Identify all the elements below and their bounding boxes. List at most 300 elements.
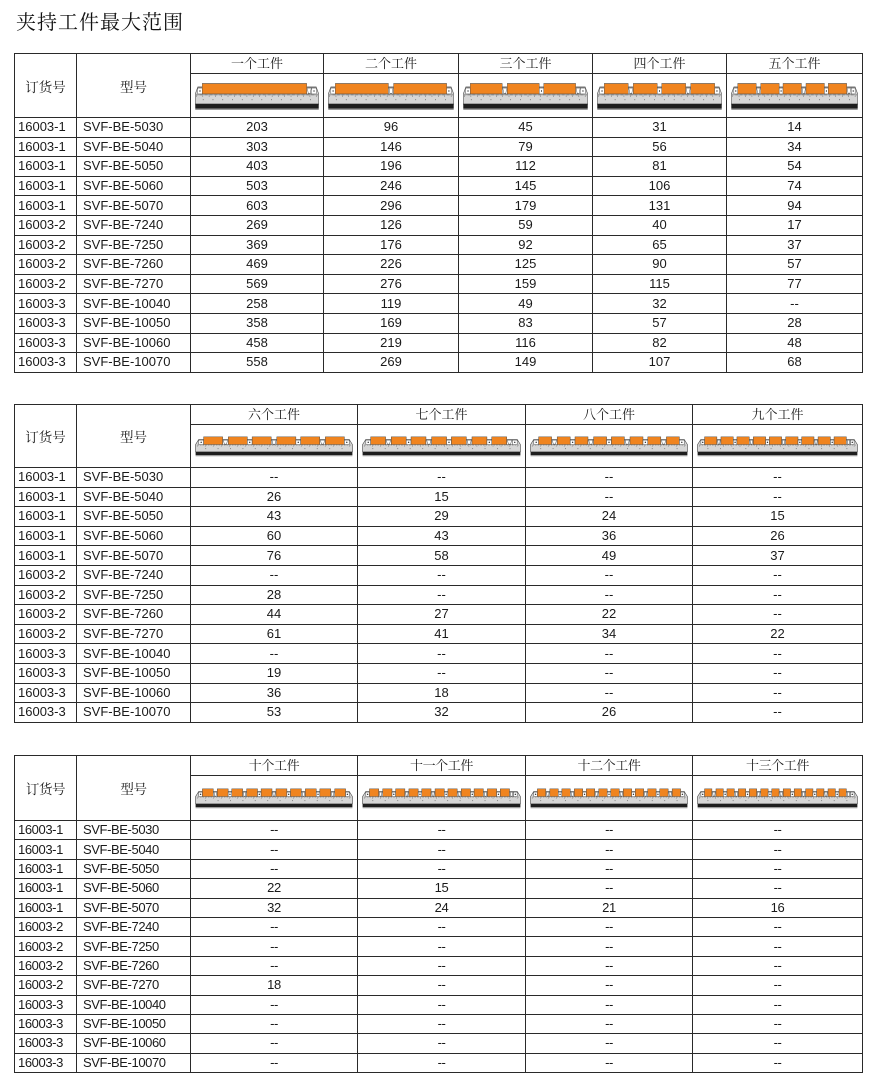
fixture-fixed-jaw xyxy=(679,440,684,444)
model-cell: SVF-BE-10060 xyxy=(77,333,191,353)
fixture-fixed-jaw xyxy=(600,88,604,94)
workpiece-count-header: 五个工件 xyxy=(727,54,863,74)
max-range-cell: 49 xyxy=(526,546,693,566)
model-cell: SVF-BE-7250 xyxy=(77,235,191,255)
max-range-cell: -- xyxy=(191,859,358,878)
fixture-diagram-icon xyxy=(730,81,859,111)
fixture-base xyxy=(328,104,453,109)
fixture-v-jaw xyxy=(386,440,392,444)
fixture-fixed-jaw xyxy=(296,440,301,444)
fixture-workpiece xyxy=(232,789,243,797)
max-range-cell: 43 xyxy=(191,507,358,527)
fixture-fixed-jaw xyxy=(715,88,719,94)
fixture-v-jaw xyxy=(379,792,383,796)
max-range-cell: 112 xyxy=(459,157,593,177)
max-range-cell: 43 xyxy=(358,526,526,546)
fixture-workpiece xyxy=(586,789,594,797)
model-cell: SVF-BE-7250 xyxy=(77,937,191,956)
fixture-workpiece xyxy=(474,789,483,797)
fixture-v-jaw xyxy=(552,440,558,444)
fixture-diagram-cell xyxy=(727,74,863,118)
fixture-fixed-jaw xyxy=(447,440,452,444)
model-cell: SVF-BE-7260 xyxy=(77,255,191,275)
fixture-workpiece xyxy=(753,437,765,445)
order-no-cell: 16003-1 xyxy=(15,137,77,157)
fixture-diagram-icon xyxy=(529,435,689,457)
max-range-cell: 269 xyxy=(191,215,324,235)
max-range-cell: -- xyxy=(693,1014,863,1033)
model-cell: SVF-BE-5030 xyxy=(77,468,191,488)
fixture-fixed-jaw xyxy=(228,792,232,796)
order-no-cell: 16003-2 xyxy=(15,976,77,995)
max-range-cell: -- xyxy=(693,468,863,488)
fixture-workpiece xyxy=(202,83,307,94)
fixture-fixed-jaw xyxy=(779,88,783,94)
table-row xyxy=(15,294,863,314)
fixture-v-jaw xyxy=(301,792,305,796)
fixture-workpiece xyxy=(277,437,296,445)
fixture-fixed-jaw xyxy=(701,440,705,444)
max-range-cell: -- xyxy=(526,1014,693,1033)
fixture-fixed-jaw xyxy=(570,440,575,444)
max-range-cell: -- xyxy=(526,937,693,956)
fixture-fixed-jaw xyxy=(331,88,335,94)
max-range-cell: 45 xyxy=(459,118,593,138)
order-no-cell: 16003-2 xyxy=(15,235,77,255)
table-row xyxy=(15,118,863,138)
fixture-diagram-cell xyxy=(459,74,593,118)
max-range-cell: 36 xyxy=(526,526,693,546)
order-no-cell: 16003-3 xyxy=(15,683,77,703)
fixture-fixed-jaw xyxy=(768,792,772,796)
model-cell: SVF-BE-5030 xyxy=(77,118,191,138)
max-range-cell: 203 xyxy=(191,118,324,138)
fixture-base xyxy=(196,804,353,807)
max-range-cell: 28 xyxy=(727,313,863,333)
max-range-cell: -- xyxy=(358,937,526,956)
order-no-cell: 16003-2 xyxy=(15,624,77,644)
workpiece-count-header: 七个工件 xyxy=(358,405,526,425)
fixture-workpiece xyxy=(828,789,835,797)
max-range-cell: 82 xyxy=(593,333,727,353)
model-cell: SVF-BE-5070 xyxy=(77,196,191,216)
max-range-cell: 119 xyxy=(324,294,459,314)
max-range-cell: 28 xyxy=(191,585,358,605)
fixture-workpiece xyxy=(660,789,668,797)
max-range-cell: 15 xyxy=(358,487,526,507)
fixture-workpiece xyxy=(794,789,801,797)
max-range-cell: 58 xyxy=(358,546,526,566)
max-range-cell: -- xyxy=(526,840,693,859)
fixture-v-jaw xyxy=(510,792,514,796)
max-range-cell: -- xyxy=(693,683,863,703)
fixture-base-edge xyxy=(328,108,453,110)
table-row xyxy=(15,821,863,840)
model-cell: SVF-BE-10050 xyxy=(77,1014,191,1033)
max-range-cell: -- xyxy=(693,1053,863,1072)
fixture-diagram-icon xyxy=(696,435,859,457)
order-no-cell: 16003-1 xyxy=(15,546,77,566)
max-range-cell: -- xyxy=(693,956,863,975)
model-cell: SVF-BE-7260 xyxy=(77,956,191,975)
model-cell: SVF-BE-7240 xyxy=(77,215,191,235)
max-range-cell: -- xyxy=(358,1034,526,1053)
order-no-cell: 16003-2 xyxy=(15,956,77,975)
model-cell: SVF-BE-5070 xyxy=(77,898,191,917)
fixture-workpiece xyxy=(738,83,756,94)
fixture-diagram-icon xyxy=(696,787,859,809)
fixture-v-jaw xyxy=(802,792,806,796)
max-range-cell: -- xyxy=(693,644,863,664)
model-header: 型号 xyxy=(77,405,191,468)
max-range-cell: -- xyxy=(358,644,526,664)
max-range-cell: -- xyxy=(526,565,693,585)
model-cell: SVF-BE-5040 xyxy=(77,137,191,157)
max-range-cell: 146 xyxy=(324,137,459,157)
fixture-workpiece xyxy=(500,789,509,797)
fixture-fixed-jaw xyxy=(444,792,448,796)
fixture-diagram-cell xyxy=(358,425,526,468)
fixture-v-jaw xyxy=(466,440,472,444)
fixture-workpiece xyxy=(761,83,779,94)
fixture-workpiece xyxy=(783,789,790,797)
order-no-cell: 16003-1 xyxy=(15,176,77,196)
order-no-cell: 16003-3 xyxy=(15,353,77,373)
fixture-base-edge xyxy=(731,108,857,110)
header-row xyxy=(15,405,863,425)
max-range-cell: -- xyxy=(526,1053,693,1072)
max-range-cell: -- xyxy=(191,644,358,664)
fixture-v-jaw xyxy=(595,792,599,796)
fixture-v-jaw xyxy=(757,792,761,796)
max-range-cell: 21 xyxy=(526,898,693,917)
fixture-v-jaw xyxy=(824,792,828,796)
fixture-fixed-jaw xyxy=(344,440,349,444)
fixture-fixed-jaw xyxy=(632,792,636,796)
table-row xyxy=(15,176,863,196)
fixture-workpiece xyxy=(371,437,386,445)
fixture-workpiece xyxy=(611,789,619,797)
max-range-cell: 41 xyxy=(358,624,526,644)
model-cell: SVF-BE-5040 xyxy=(77,840,191,859)
fixture-v-jaw xyxy=(213,792,217,796)
max-range-cell: 27 xyxy=(358,605,526,625)
fixture-workpiece xyxy=(422,789,431,797)
fixture-fixed-jaw xyxy=(813,792,817,796)
model-cell: SVF-BE-5040 xyxy=(77,487,191,507)
order-no-cell: 16003-1 xyxy=(15,821,77,840)
max-range-cell: 17 xyxy=(727,215,863,235)
fixture-fixed-jaw xyxy=(539,88,543,94)
order-no-cell: 16003-2 xyxy=(15,274,77,294)
fixture-workpiece xyxy=(772,789,779,797)
fixture-fixed-jaw xyxy=(198,88,202,94)
max-range-cell: -- xyxy=(191,995,358,1014)
max-range-cell: 569 xyxy=(191,274,324,294)
max-range-cell: 24 xyxy=(358,898,526,917)
fixture-v-jaw xyxy=(717,440,721,444)
max-range-cell: 258 xyxy=(191,294,324,314)
model-cell: SVF-BE-5050 xyxy=(77,157,191,177)
fixture-workpiece xyxy=(818,437,830,445)
table-row xyxy=(15,565,863,585)
fixture-base-edge xyxy=(698,807,858,808)
max-range-cell: -- xyxy=(693,821,863,840)
fixture-v-jaw xyxy=(507,440,513,444)
fixture-diagram-icon xyxy=(194,81,320,111)
max-range-cell: 15 xyxy=(358,879,526,898)
fixture-workpiece xyxy=(749,789,756,797)
fixture-v-jaw xyxy=(749,440,753,444)
workpiece-count-header: 九个工件 xyxy=(693,405,863,425)
max-range-cell: -- xyxy=(526,585,693,605)
fixture-fixed-jaw xyxy=(392,792,396,796)
max-range-cell: 79 xyxy=(459,137,593,157)
order-no-cell: 16003-1 xyxy=(15,840,77,859)
max-range-cell: 369 xyxy=(191,235,324,255)
fixture-fixed-jaw xyxy=(746,792,750,796)
max-range-cell: -- xyxy=(693,585,863,605)
max-range-cell: -- xyxy=(693,703,863,723)
workpiece-count-header: 四个工件 xyxy=(593,54,727,74)
max-range-cell: 303 xyxy=(191,137,324,157)
fixture-workpiece xyxy=(599,789,607,797)
model-cell: SVF-BE-7240 xyxy=(77,917,191,936)
max-range-cell: 81 xyxy=(593,157,727,177)
fixture-workpiece xyxy=(369,789,378,797)
max-range-cell: 176 xyxy=(324,235,459,255)
max-range-cell: 60 xyxy=(191,526,358,546)
max-range-cell: 18 xyxy=(191,976,358,995)
table-row xyxy=(15,353,863,373)
max-range-cell: -- xyxy=(358,565,526,585)
max-range-cell: 19 xyxy=(191,663,358,683)
max-range-cell: 40 xyxy=(593,215,727,235)
fixture-workpiece xyxy=(727,789,734,797)
fixture-workpiece xyxy=(252,437,271,445)
fixture-workpiece xyxy=(562,789,570,797)
max-range-cell: 106 xyxy=(593,176,727,196)
workpiece-count-header: 六个工件 xyxy=(191,405,358,425)
fixture-workpiece xyxy=(574,789,582,797)
max-range-cell: 131 xyxy=(593,196,727,216)
max-range-cell: -- xyxy=(191,956,358,975)
fixture-workpiece xyxy=(435,789,444,797)
fixture-fixed-jaw xyxy=(558,792,562,796)
fixture-workpiece xyxy=(451,437,466,445)
fixture-fixed-jaw xyxy=(581,88,585,94)
fixture-fixed-jaw xyxy=(791,792,795,796)
fixture-v-jaw xyxy=(782,440,786,444)
fixture-v-jaw xyxy=(502,88,507,94)
max-range-cell: 74 xyxy=(727,176,863,196)
table-row xyxy=(15,1014,863,1033)
table-row xyxy=(15,468,863,488)
fixture-base xyxy=(195,104,318,109)
order-no-cell: 16003-1 xyxy=(15,898,77,917)
fixture-workpiece xyxy=(737,437,749,445)
fixture-workpiece xyxy=(544,83,576,94)
fixture-diagram-cell xyxy=(526,776,693,821)
max-range-cell: 94 xyxy=(727,196,863,216)
fixture-workpiece xyxy=(247,789,258,797)
max-range-cell: -- xyxy=(526,1034,693,1053)
fixture-workpiece xyxy=(537,789,545,797)
fixture-fixed-jaw xyxy=(657,88,661,94)
fixture-diagram-icon xyxy=(194,435,354,457)
max-range-cell: -- xyxy=(693,487,863,507)
workpiece-count-header: 二个工件 xyxy=(324,54,459,74)
table-row xyxy=(15,196,863,216)
max-range-cell: -- xyxy=(526,879,693,898)
fixture-fixed-jaw xyxy=(835,792,839,796)
header-row xyxy=(15,756,863,776)
fixture-v-jaw xyxy=(846,440,850,444)
model-cell: SVF-BE-5060 xyxy=(77,176,191,196)
table-row xyxy=(15,898,863,917)
order-no-cell: 16003-1 xyxy=(15,157,77,177)
model-cell: SVF-BE-7260 xyxy=(77,605,191,625)
fixture-workpiece xyxy=(411,437,426,445)
fixture-workpiece xyxy=(623,789,631,797)
max-range-cell: -- xyxy=(358,976,526,995)
table-row xyxy=(15,255,863,275)
fixture-workpiece xyxy=(539,437,552,445)
order-no-cell: 16003-2 xyxy=(15,605,77,625)
table-row xyxy=(15,526,863,546)
max-range-cell: 145 xyxy=(459,176,593,196)
max-range-cell: 56 xyxy=(593,137,727,157)
order-no-cell: 16003-1 xyxy=(15,526,77,546)
fixture-v-jaw xyxy=(847,88,852,94)
fixture-diagram-cell xyxy=(191,74,324,118)
fixture-workpiece xyxy=(290,789,301,797)
max-range-cell: -- xyxy=(358,468,526,488)
fixture-workpiece xyxy=(672,789,680,797)
max-range-cell: 96 xyxy=(324,118,459,138)
order-no-cell: 16003-3 xyxy=(15,333,77,353)
fixture-workpiece xyxy=(611,437,624,445)
max-range-cell: -- xyxy=(693,917,863,936)
fixture-base-edge xyxy=(597,108,721,110)
model-cell: SVF-BE-7270 xyxy=(77,624,191,644)
fixture-v-jaw xyxy=(271,440,277,444)
order-no-cell: 16003-1 xyxy=(15,879,77,898)
workpiece-count-header: 八个工件 xyxy=(526,405,693,425)
max-range-cell: -- xyxy=(191,937,358,956)
max-range-cell: 358 xyxy=(191,313,324,333)
table-row xyxy=(15,333,863,353)
table-row xyxy=(15,644,863,664)
max-range-cell: 226 xyxy=(324,255,459,275)
fixture-workpiece xyxy=(721,437,733,445)
model-cell: SVF-BE-7270 xyxy=(77,274,191,294)
workpiece-count-header: 三个工件 xyxy=(459,54,593,74)
fixture-workpiece xyxy=(472,437,487,445)
model-cell: SVF-BE-10070 xyxy=(77,703,191,723)
model-cell: SVF-BE-5050 xyxy=(77,859,191,878)
clamping-range-table-6-9 xyxy=(14,404,863,723)
max-range-cell: 403 xyxy=(191,157,324,177)
max-range-cell: -- xyxy=(358,840,526,859)
fixture-base xyxy=(531,452,688,455)
fixture-diagram-cell xyxy=(191,425,358,468)
fixture-fixed-jaw xyxy=(734,88,738,94)
table-row xyxy=(15,157,863,177)
model-cell: SVF-BE-10050 xyxy=(77,313,191,333)
fixture-diagram-icon xyxy=(529,787,689,809)
fixture-workpiece xyxy=(648,437,661,445)
fixture-workpiece xyxy=(828,83,846,94)
order-no-cell: 16003-2 xyxy=(15,565,77,585)
model-cell: SVF-BE-10070 xyxy=(77,1053,191,1072)
fixture-v-jaw xyxy=(457,792,461,796)
fixture-v-jaw xyxy=(483,792,487,796)
max-range-cell: 18 xyxy=(358,683,526,703)
max-range-cell: 125 xyxy=(459,255,593,275)
fixture-workpiece xyxy=(335,789,346,797)
model-cell: SVF-BE-10060 xyxy=(77,683,191,703)
order-no-cell: 16003-1 xyxy=(15,468,77,488)
max-range-cell: 15 xyxy=(693,507,863,527)
fixture-workpiece xyxy=(228,437,247,445)
max-range-cell: 92 xyxy=(459,235,593,255)
model-cell: SVF-BE-5060 xyxy=(77,879,191,898)
fixture-v-jaw xyxy=(405,792,409,796)
fixture-base-edge xyxy=(195,108,318,110)
fixture-fixed-jaw xyxy=(824,88,828,94)
model-cell: SVF-BE-7270 xyxy=(77,976,191,995)
fixture-fixed-jaw xyxy=(199,792,203,796)
fixture-workpiece xyxy=(550,789,558,797)
fixture-workpiece xyxy=(409,789,418,797)
fixture-workpiece xyxy=(557,437,570,445)
fixture-diagram-icon xyxy=(596,81,723,111)
fixture-base-edge xyxy=(531,455,688,456)
max-range-cell: 469 xyxy=(191,255,324,275)
order-no-cell: 16003-1 xyxy=(15,118,77,138)
max-range-cell: 246 xyxy=(324,176,459,196)
max-range-cell: -- xyxy=(358,859,526,878)
order-no-cell: 16003-1 xyxy=(15,487,77,507)
fixture-v-jaw xyxy=(801,88,806,94)
fixture-fixed-jaw xyxy=(487,440,492,444)
fixture-fixed-jaw xyxy=(287,792,291,796)
max-range-cell: 603 xyxy=(191,196,324,216)
max-range-cell: -- xyxy=(693,976,863,995)
workpiece-count-header: 一个工件 xyxy=(191,54,324,74)
max-range-cell: 34 xyxy=(526,624,693,644)
model-header: 型号 xyxy=(77,54,191,118)
fixture-v-jaw xyxy=(426,440,432,444)
fixture-v-jaw xyxy=(712,792,716,796)
fixture-v-jaw xyxy=(431,792,435,796)
fixture-workpiece xyxy=(492,437,507,445)
fixture-workpiece xyxy=(202,789,213,797)
max-range-cell: 37 xyxy=(727,235,863,255)
max-range-cell: 59 xyxy=(459,215,593,235)
fixture-workpiece xyxy=(394,83,447,94)
fixture-workpiece xyxy=(806,789,813,797)
page-title: 夹持工件最大范围 xyxy=(16,12,184,34)
fixture-v-jaw xyxy=(320,440,326,444)
fixture-workpiece xyxy=(817,789,824,797)
fixture-fixed-jaw xyxy=(346,792,350,796)
max-range-cell: 269 xyxy=(324,353,459,373)
fixture-fixed-jaw xyxy=(723,792,727,796)
fixture-diagram-cell xyxy=(358,776,526,821)
table-row xyxy=(15,703,863,723)
